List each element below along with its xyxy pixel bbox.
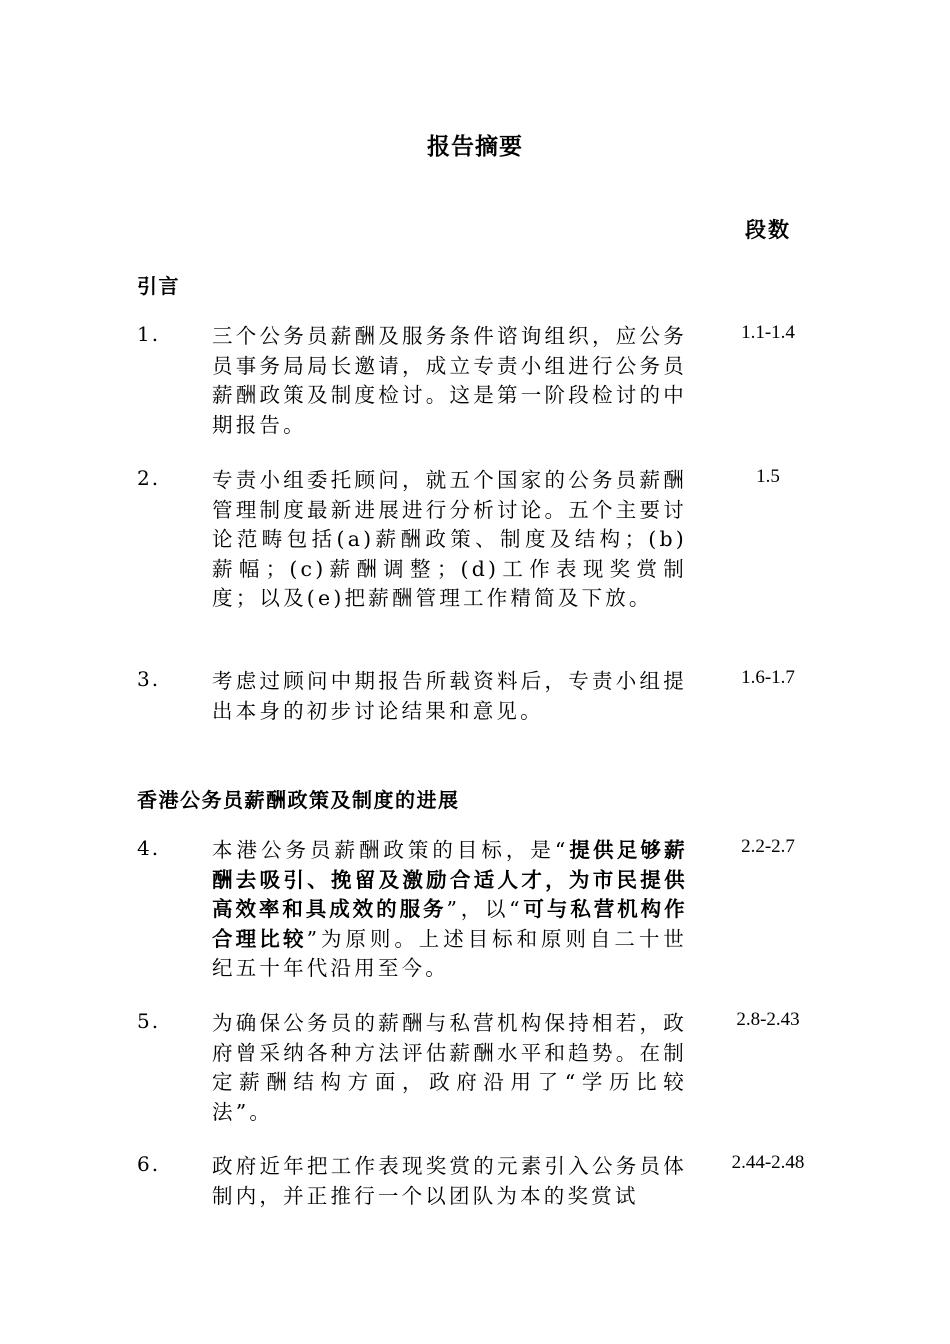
item-text: 政府近年把工作表现奖赏的元素引入公务员体制内，并正推行一个以团队为本的奖赏试 <box>212 1154 687 1208</box>
item-number: 1. <box>137 322 161 346</box>
paragraph-ref: 1.6-1.7 <box>741 667 795 688</box>
report-title: 报告摘要 <box>427 134 523 160</box>
paragraph-ref: 1.1-1.4 <box>741 322 795 343</box>
item-number: 6. <box>137 1152 161 1176</box>
item-number: 2. <box>137 466 161 490</box>
item-text: 考虑过顾问中期报告所载资料后，专责小组提出本身的初步讨论结果和意见。 <box>212 669 687 723</box>
paragraph-ref: 2.44-2.48 <box>731 1152 805 1173</box>
item-number: 3. <box>137 667 161 691</box>
item-number: 5. <box>137 1009 161 1033</box>
paragraph-ref: 2.8-2.43 <box>736 1009 800 1030</box>
section-heading-hk-pay-policy: 香港公务员薪酬政策及制度的进展 <box>137 788 460 812</box>
item-text-part: ”为原则。上述目标和原则自二十世纪五十年代沿用至今。 <box>212 926 687 980</box>
item-text-part: ”，以“ <box>446 897 523 921</box>
paragraph-ref: 1.5 <box>756 466 780 487</box>
item-text-emphasis: 可与私营机构作合理比较 <box>212 897 687 951</box>
paragraph-ref: 2.2-2.7 <box>741 836 795 857</box>
item-text-part: 本港公务员薪酬政策的目标，是“ <box>212 838 569 862</box>
section-heading-introduction: 引言 <box>137 274 180 298</box>
item-text: 三个公务员薪酬及服务条件谘询组织，应公务员事务局局长邀请，成立专责小组进行公务员薪酬政策及制度检讨。这是第一阶段检讨的中期报告。 <box>212 324 687 437</box>
paragraph-column-header: 段数 <box>745 218 791 242</box>
item-text-emphasis: 提供足够薪酬去吸引、挽留及激励合适人才，为市民提供高效率和具成效的服务 <box>212 838 687 921</box>
item-text: 为确保公务员的薪酬与私营机构保持相若，政府曾采纳各种方法评估薪酬水平和趋势。在制定薪酬结构方面，政府沿用了“学历比较法”。 <box>212 1011 687 1124</box>
item-text <box>212 836 687 984</box>
item-text: 专责小组委托顾问，就五个国家的公务员薪酬管理制度最新进展进行分析讨论。五个主要讨论范畴包括(a)薪酬政策、制度及结构；(b)薪幅；(c)薪酬调整；(d)工作表现奖赏制度；以及(e)把薪酬管理工作精简及下放。 <box>212 468 687 610</box>
item-number: 4. <box>137 836 161 860</box>
